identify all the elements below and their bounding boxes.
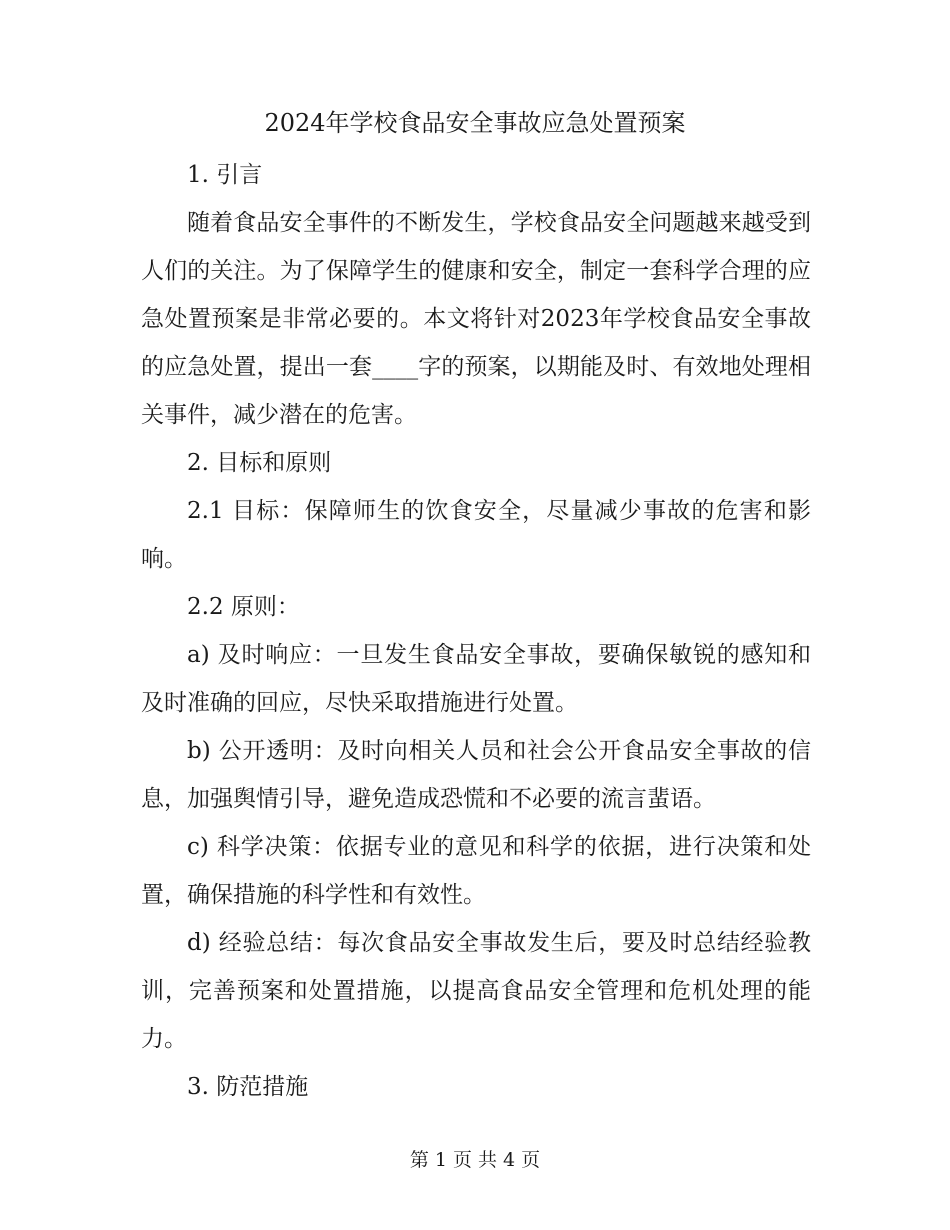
document-title: 2024年学校食品安全事故应急处置预案	[264, 109, 686, 137]
goal-paragraph: 2.1 目标：保障师生的饮食安全，尽量减少事故的危害和影响。	[141, 498, 811, 572]
principle-item-d: d) 经验总结：每次食品安全事故发生后，要及时总结经验教训，完善预案和处置措施，以提高食品安全管理和危机处理的能力。	[141, 930, 811, 1052]
introduction-paragraph: 随着食品安全事件的不断发生，学校食品安全问题越来越受到人们的关注。为了保障学生的健康和安全，制定一套科学合理的应急处置预案是非常必要的。本文将针对2023年学校食品安全事故的应急处置，提出一套____字的预案，以期能及时、有效地处理相关事件，减少潜在的危害。	[141, 210, 811, 428]
section-heading-goals: 2. 目标和原则	[187, 450, 332, 476]
page-number: 第 1 页 共 4 页	[409, 1149, 541, 1171]
principle-item-c: c) 科学决策：依据专业的意见和科学的依据，进行决策和处置，确保措施的科学性和有效性。	[141, 834, 811, 908]
section-heading-prevention: 3. 防范措施	[187, 1074, 309, 1100]
document-body	[141, 151, 811, 1111]
section-heading-introduction: 1. 引言	[187, 162, 263, 188]
principle-item-a: a) 及时响应：一旦发生食品安全事故，要确保敏锐的感知和及时准确的回应，尽快采取措施进行处置。	[141, 642, 811, 716]
principles-heading: 2.2 原则：	[187, 594, 300, 620]
page-footer	[0, 1146, 950, 1174]
principle-item-b: b) 公开透明：及时向相关人员和社会公开食品安全事故的信息，加强舆情引导，避免造成恐慌和不必要的流言蜚语。	[141, 738, 811, 812]
